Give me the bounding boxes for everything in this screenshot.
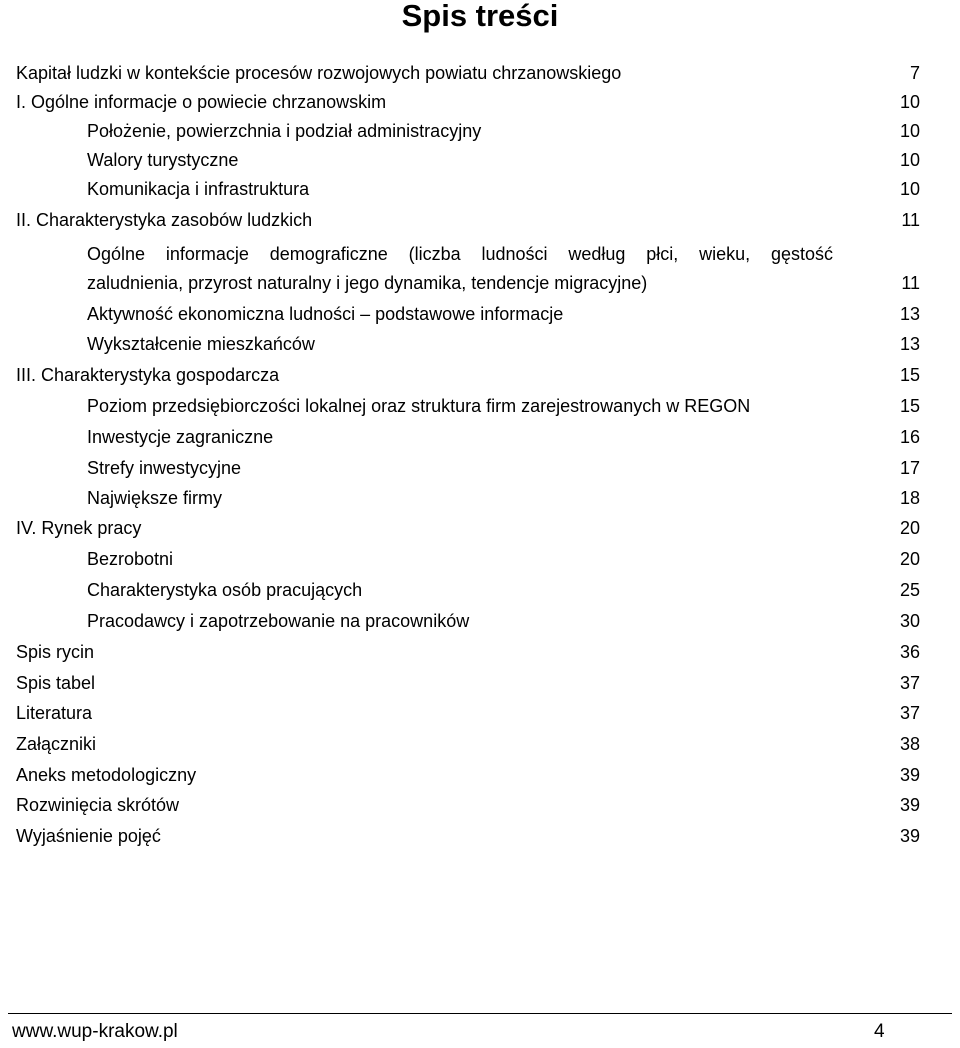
toc-entry-label: Poziom przedsiębiorczości lokalnej oraz struktura firm zarejestrowanych w REGON (87, 396, 751, 416)
toc-entry-label: Aneks metodologiczny (16, 765, 197, 785)
toc-entry-label: I. Ogólne informacje o powiecie chrzanowskim (16, 92, 387, 112)
toc-entry-label: zaludnienia, przyrost naturalny i jego dynamika, tendencje migracyjne) (87, 273, 648, 293)
toc-entry[interactable] (0, 483, 960, 514)
toc-entry-page: 11 (901, 210, 920, 230)
toc-entry-label: Strefy inwestycyjne (87, 458, 242, 478)
toc-entry-label: IV. Rynek pracy (16, 518, 142, 538)
toc-entry-label: Załączniki (16, 734, 97, 754)
toc-entry-label: II. Charakterystyka zasobów ludzkich (16, 210, 313, 230)
toc-entry[interactable] (0, 760, 960, 791)
toc-entry-label: Spis tabel (16, 673, 96, 693)
toc-entry-label: Wyjaśnienie pojęć (16, 826, 161, 846)
toc-entry[interactable] (0, 453, 960, 484)
toc-entry-label: Wykształcenie mieszkańców (87, 334, 315, 354)
toc-entry[interactable] (0, 821, 960, 852)
toc-entry-label: Pracodawcy i zapotrzebowanie na pracowników (87, 611, 470, 631)
toc-entry[interactable] (0, 239, 960, 270)
toc-entry[interactable] (0, 145, 960, 176)
toc-entry-page: 39 (899, 795, 920, 815)
toc-entry-page: 20 (899, 549, 920, 569)
toc-entry[interactable] (0, 116, 960, 147)
toc-entry-page: 39 (899, 765, 920, 785)
toc-entry[interactable] (0, 268, 960, 299)
toc-entry-page: 10 (899, 179, 920, 199)
footer-website-link[interactable]: www.wup-krakow.pl (12, 1021, 178, 1042)
toc-entry[interactable] (0, 698, 960, 729)
toc-entry[interactable] (0, 668, 960, 699)
toc-entry-label: Bezrobotni (87, 549, 174, 569)
toc-entry-label: Komunikacja i infrastruktura (87, 179, 310, 199)
toc-entry-page: 36 (899, 642, 920, 662)
page-title: Spis treści (401, 0, 559, 33)
toc-entry-page: 16 (899, 427, 920, 447)
page-footer (0, 1018, 960, 1046)
toc-entry[interactable] (0, 544, 960, 575)
toc-entry-page: 17 (899, 458, 920, 478)
toc-entry-label: Literatura (16, 703, 93, 723)
footer-page-number: 4 (874, 1021, 885, 1042)
toc-entry-label: Rozwinięcia skrótów (16, 795, 180, 815)
toc-entry-page: 37 (899, 703, 920, 723)
toc-entry[interactable] (0, 329, 960, 360)
toc-entry-label: Spis rycin (16, 642, 95, 662)
toc-entry-page: 11 (901, 273, 920, 293)
toc-entry-label: Położenie, powierzchnia i podział administracyjny (87, 121, 482, 141)
toc-entry-label: Walory turystyczne (87, 150, 239, 170)
toc-entry-page: 13 (899, 334, 920, 354)
toc-entry-page: 7 (909, 63, 920, 83)
toc-entry[interactable] (0, 299, 960, 330)
toc-entry-label: Aktywność ekonomiczna ludności – podstawowe informacje (87, 304, 564, 324)
toc-entry-label: Inwestycje zagraniczne (87, 427, 274, 447)
toc-entry-label: III. Charakterystyka gospodarcza (16, 365, 280, 385)
toc-entry-label: Charakterystyka osób pracujących (87, 580, 363, 600)
toc-entry-page: 30 (899, 611, 920, 631)
toc-entry[interactable] (0, 637, 960, 668)
toc-entry-page: 38 (899, 734, 920, 754)
toc-entry[interactable] (0, 205, 960, 236)
toc-entry[interactable] (0, 606, 960, 637)
toc-entry-page: 15 (899, 396, 920, 416)
toc-entry[interactable] (0, 729, 960, 760)
toc-entry-page: 10 (899, 92, 920, 112)
toc-entry[interactable] (0, 790, 960, 821)
toc-entry[interactable] (0, 174, 960, 205)
toc-entry-page: 10 (899, 121, 920, 141)
toc-entry-label: Największe firmy (87, 488, 223, 508)
toc-entry-label: Ogólne informacje demograficzne (liczba ludności według płci, wieku, gęstość (87, 244, 833, 264)
toc-entry[interactable] (0, 513, 960, 544)
toc-entry-page: 20 (899, 518, 920, 538)
toc-entry[interactable] (0, 422, 960, 453)
toc-entry[interactable] (0, 87, 960, 118)
toc-entry[interactable] (0, 575, 960, 606)
toc-entry[interactable] (0, 58, 960, 89)
toc-entry-page: 18 (899, 488, 920, 508)
toc-entry-page: 10 (899, 150, 920, 170)
toc-entry-page: 25 (899, 580, 920, 600)
footer-divider (8, 1013, 952, 1014)
toc-entry-page: 13 (899, 304, 920, 324)
toc-entry[interactable] (0, 391, 960, 422)
toc-entry-page: 37 (899, 673, 920, 693)
toc-entry-page: 39 (899, 826, 920, 846)
toc-entry-label: Kapitał ludzki w kontekście procesów rozwojowych powiatu chrzanowskiego (16, 63, 622, 83)
toc-entry[interactable] (0, 360, 960, 391)
toc-entry-page: 15 (899, 365, 920, 385)
